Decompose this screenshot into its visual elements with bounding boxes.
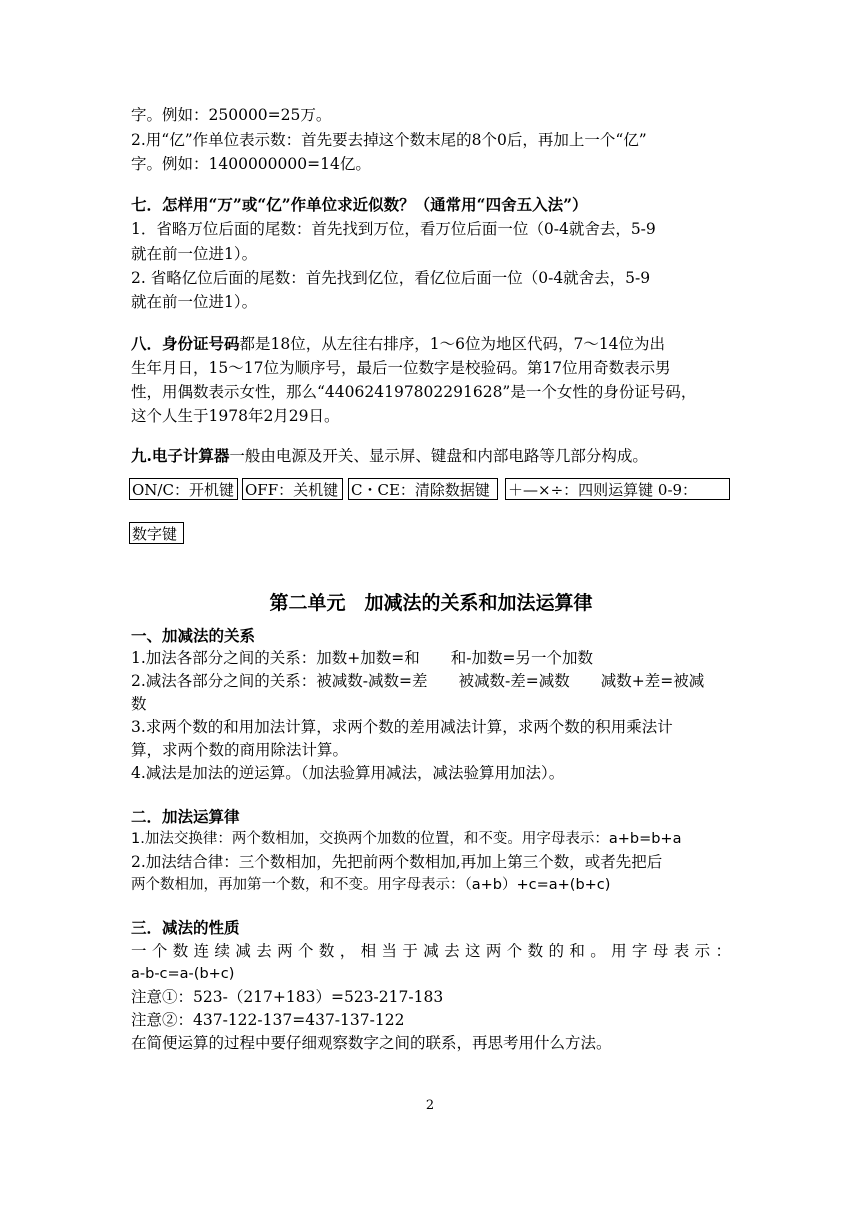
text-line: 2.减法各部分之间的关系：被减数-减数=差 被减数-差=减数 减数+差=被减 [131, 672, 705, 690]
key-operators: ＋—×÷：四则运算键 0-9： [505, 478, 730, 500]
text-line: 算，求两个数的商用除法计算。 [131, 741, 349, 759]
key-on-c: ON/C：开机键 [129, 478, 238, 500]
text-line: 2.用“亿”作单位表示数：首先要去掉这个数末尾的8个0后，再加上一个“亿” [131, 131, 647, 149]
text-line: 注意②：437-122-137=437-137-122 [131, 1011, 405, 1029]
text-line: 字。例如：250000=25万。 [131, 106, 332, 124]
text-line: 2.加法结合律：三个数相加，先把前两个数相加,再加上第三个数，或者先把后 [131, 853, 663, 871]
text-line: 1.加法各部分之间的关系：加数+加数=和 和-加数=另一个加数 [131, 649, 593, 667]
text-run: 都是18位，从左往右排序，1～6位为地区代码，7～14位为出 [239, 335, 666, 353]
section-heading: 三．减法的性质 [131, 918, 240, 937]
text-line: 这个人生于1978年2月29日。 [131, 407, 340, 425]
section-heading: 一、加减法的关系 [131, 626, 256, 645]
text-line: 生年月日，15～17位为顺序号，最后一位数字是校验码。第17位用奇数表示男 [131, 359, 671, 377]
text-line: 1．省略万位后面的尾数：首先找到万位，看万位后面一位（0-4就舍去，5-9 [131, 220, 656, 238]
key-off: OFF：关机键 [242, 478, 343, 500]
text-line: 1.加法交换律：两个数相加，交换两个加数的位置，和不变。用字母表示：a+b=b+a [131, 831, 682, 847]
text-line: 4.减法是加法的逆运算。（加法验算用减法，减法验算用加法）。 [131, 764, 565, 782]
text-line: 两个数相加，再加第一个数，和不变。用字母表示：（a+b）+c=a+(b+c) [131, 877, 611, 893]
section-heading: 八．身份证号码 [131, 334, 240, 353]
key-digits: 数字键 [129, 522, 184, 544]
unit-title: 第二单元 加减法的关系和加法运算律 [269, 592, 593, 614]
page-number: 2 [425, 1098, 435, 1113]
text-line: 性，用偶数表示女性，那么“440624197802291628”是一个女性的身份证号码， [131, 383, 697, 401]
text-line: 字。例如：1400000000=14亿。 [131, 155, 371, 173]
text-line: 就在前一位进1）。 [131, 293, 258, 311]
text-line: 注意①：523-（217+183）=523-217-183 [131, 988, 444, 1006]
section-heading: 七．怎样用“万”或“亿”作单位求近似数？（通常用“四舍五入法”） [131, 195, 588, 214]
key-c-ce: C・CE：清除数据键 [348, 478, 498, 500]
section-heading: 二．加法运算律 [131, 807, 240, 826]
text-run: 一般由电源及开关、显示屏、键盘和内部电路等几部分构成。 [229, 447, 648, 465]
text-line: 就在前一位进1）。 [131, 245, 258, 263]
text-line: 2. 省略亿位后面的尾数：首先找到亿位，看亿位后面一位（0-4就舍去，5-9 [131, 269, 651, 287]
text-line: 一个数连续减去两个数，相当于减去这两个数的和。用字母表示： [131, 942, 731, 960]
text-line: 在简便运算的过程中要仔细观察数字之间的联系，再思考用什么方法。 [131, 1034, 612, 1052]
paragraph-line [131, 332, 731, 356]
text-line: 数 [131, 695, 147, 713]
text-line: a-b-c=a-(b+c) [131, 966, 235, 982]
text-line: 3.求两个数的和用加法计算，求两个数的差用减法计算，求两个数的积用乘法计 [131, 718, 673, 736]
paragraph-line [131, 444, 731, 468]
section-heading: 九.电子计算器 [131, 446, 230, 465]
